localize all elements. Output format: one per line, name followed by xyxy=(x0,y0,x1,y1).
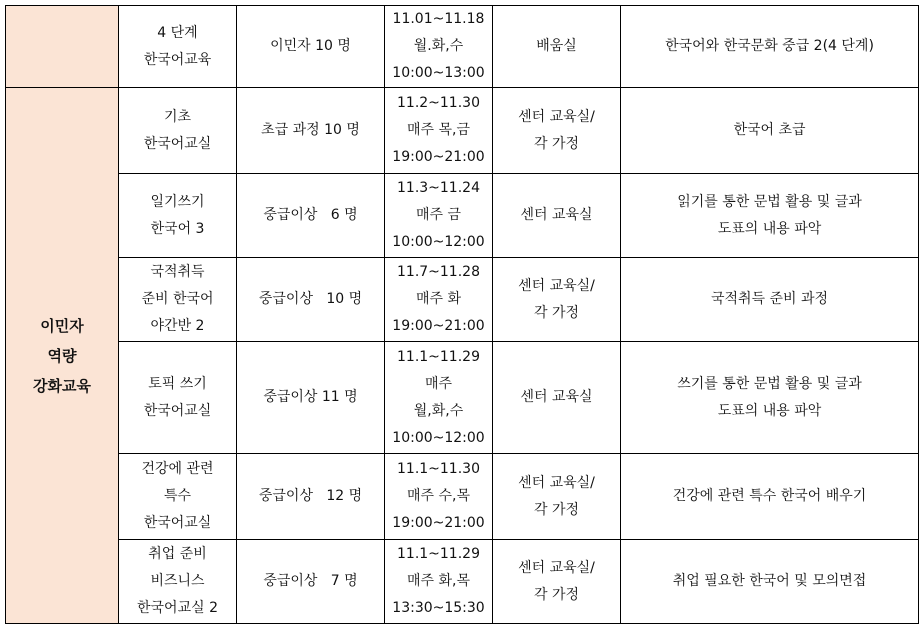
course-text-line: 일기쓰기 xyxy=(150,193,205,210)
course-text-line: 취업 준비 xyxy=(148,546,207,562)
course-name-cell xyxy=(119,258,237,342)
place-text-line: 각 가정 xyxy=(533,304,580,321)
place-cell xyxy=(493,258,621,342)
category-cell-previous xyxy=(6,6,119,88)
schedule-text-line: 10:00~12:00 xyxy=(392,234,485,250)
schedule-text-line: 매주 수,목 xyxy=(407,488,470,504)
schedule-text-line: 11.7~11.28 xyxy=(397,264,480,280)
course-text-line: 야간반 2 xyxy=(150,318,205,334)
schedule-cell xyxy=(385,540,493,624)
place-cell xyxy=(493,454,621,540)
schedule-text-line: 11.1~11.29 xyxy=(397,546,480,562)
content-text-line: 한국어와 한국문화 중급 2(4 단계) xyxy=(665,38,874,54)
place-cell xyxy=(493,342,621,454)
schedule-cell xyxy=(385,88,493,174)
content-text-line: 취업 필요한 한국어 및 모의면접 xyxy=(672,573,867,589)
category-cell xyxy=(6,88,119,624)
place-text-line: 각 가정 xyxy=(533,501,580,518)
course-text-line: 특수 xyxy=(163,488,192,504)
course-text-line: 토픽 쓰기 xyxy=(148,375,207,392)
place-text-line: 각 가정 xyxy=(533,586,580,603)
program-table-container xyxy=(5,5,919,624)
place-text-line: 센터 교육실/ xyxy=(518,277,595,294)
course-text-line: 준비 한국어 xyxy=(141,291,214,307)
place-text-line: 센터 교육실/ xyxy=(518,559,595,576)
category-label-line: 이민자 xyxy=(40,316,84,335)
course-text-line: 한국어교실 xyxy=(143,515,212,531)
schedule-cell xyxy=(385,342,493,454)
place-text-line: 센터 교육실 xyxy=(520,207,593,223)
content-text-line: 도표의 내용 파악 xyxy=(717,402,822,419)
course-name-cell xyxy=(119,454,237,540)
place-cell xyxy=(493,6,621,88)
schedule-text-line: 매주 화,목 xyxy=(407,573,470,589)
schedule-cell xyxy=(385,174,493,258)
schedule-text-line: 11.1~11.30 xyxy=(397,461,480,477)
category-label-line: 강화교육 xyxy=(33,376,91,395)
schedule-text-line: 월.화,수 xyxy=(413,38,464,54)
schedule-text-line: 19:00~21:00 xyxy=(392,318,485,334)
course-text-line: 건강에 관련 xyxy=(141,461,214,477)
target-text-line: 초급 과정 10 명 xyxy=(261,122,360,138)
course-text-line: 한국어교실 xyxy=(143,135,212,152)
target-text-line: 중급이상 10 명 xyxy=(258,291,363,307)
content-cell xyxy=(621,540,919,624)
content-cell xyxy=(621,342,919,454)
category-label-line: 역량 xyxy=(47,346,77,365)
content-cell xyxy=(621,258,919,342)
course-text-line: 기초 xyxy=(163,108,192,125)
schedule-text-line: 19:00~21:00 xyxy=(392,149,485,165)
course-name-cell xyxy=(119,174,237,258)
schedule-cell xyxy=(385,258,493,342)
content-text-line: 쓰기를 통한 문법 활용 및 글과 xyxy=(677,375,862,392)
place-cell xyxy=(493,540,621,624)
target-cell xyxy=(237,174,385,258)
target-text-line: 이민자 10 명 xyxy=(270,38,351,54)
content-cell xyxy=(621,88,919,174)
course-text-line: 한국어교육 xyxy=(143,51,212,68)
target-text-line: 중급이상 6 명 xyxy=(263,207,358,223)
place-cell xyxy=(493,88,621,174)
schedule-text-line: 11.01~11.18 xyxy=(392,11,485,27)
target-text-line: 중급이상 12 명 xyxy=(258,488,363,504)
course-name-cell xyxy=(119,6,237,88)
table-row xyxy=(6,454,919,540)
course-name-cell xyxy=(119,342,237,454)
schedule-text-line: 11.3~11.24 xyxy=(397,180,480,196)
course-text-line: 국적취득 xyxy=(150,264,205,280)
schedule-text-line: 매주 목,금 xyxy=(407,122,470,138)
target-text-line: 중급이상 7 명 xyxy=(263,573,358,589)
place-text-line: 센터 교육실 xyxy=(520,389,593,405)
content-text-line: 도표의 내용 파악 xyxy=(717,220,822,237)
schedule-text-line: 11.1~11.29 xyxy=(397,348,480,365)
schedule-text-line: 월,화,수 xyxy=(413,402,464,419)
target-cell xyxy=(237,342,385,454)
content-text-line: 읽기를 통한 문법 활용 및 글과 xyxy=(677,193,862,210)
course-text-line: 한국어교실 2 xyxy=(137,600,218,616)
table-row xyxy=(6,174,919,258)
schedule-text-line: 11.2~11.30 xyxy=(397,95,480,111)
schedule-text-line: 매주 xyxy=(424,375,453,392)
place-text-line: 센터 교육실/ xyxy=(518,474,595,491)
table-row xyxy=(6,540,919,624)
course-name-cell xyxy=(119,88,237,174)
target-cell xyxy=(237,6,385,88)
course-text-line: 한국어 3 xyxy=(150,220,205,237)
target-cell xyxy=(237,540,385,624)
schedule-text-line: 10:00~13:00 xyxy=(392,65,485,81)
schedule-text-line: 13:30~15:30 xyxy=(392,600,485,616)
place-cell xyxy=(493,174,621,258)
schedule-text-line: 매주 화 xyxy=(415,291,462,307)
program-table-body xyxy=(6,6,919,624)
schedule-text-line: 19:00~21:00 xyxy=(392,515,485,531)
target-cell xyxy=(237,454,385,540)
schedule-text-line: 매주 금 xyxy=(415,207,462,223)
table-row xyxy=(6,258,919,342)
place-text-line: 각 가정 xyxy=(533,135,580,152)
course-text-line: 한국어교실 xyxy=(143,402,212,419)
place-text-line: 배움실 xyxy=(536,38,577,54)
schedule-cell xyxy=(385,6,493,88)
table-row xyxy=(6,88,919,174)
content-text-line: 한국어 초급 xyxy=(733,122,806,138)
table-row xyxy=(6,6,919,88)
place-text-line: 센터 교육실/ xyxy=(518,108,595,125)
program-table xyxy=(5,5,919,624)
schedule-cell xyxy=(385,454,493,540)
schedule-text-line: 10:00~12:00 xyxy=(392,429,485,446)
content-cell xyxy=(621,174,919,258)
table-row xyxy=(6,342,919,454)
course-text-line: 비즈니스 xyxy=(150,573,205,589)
content-cell xyxy=(621,6,919,88)
course-name-cell xyxy=(119,540,237,624)
target-cell xyxy=(237,258,385,342)
target-cell xyxy=(237,88,385,174)
course-text-line: 4 단계 xyxy=(157,24,198,41)
content-cell xyxy=(621,454,919,540)
content-text-line: 건강에 관련 특수 한국어 배우기 xyxy=(672,488,867,504)
content-text-line: 국적취득 준비 과정 xyxy=(710,291,829,307)
target-text-line: 중급이상 11 명 xyxy=(263,389,358,405)
